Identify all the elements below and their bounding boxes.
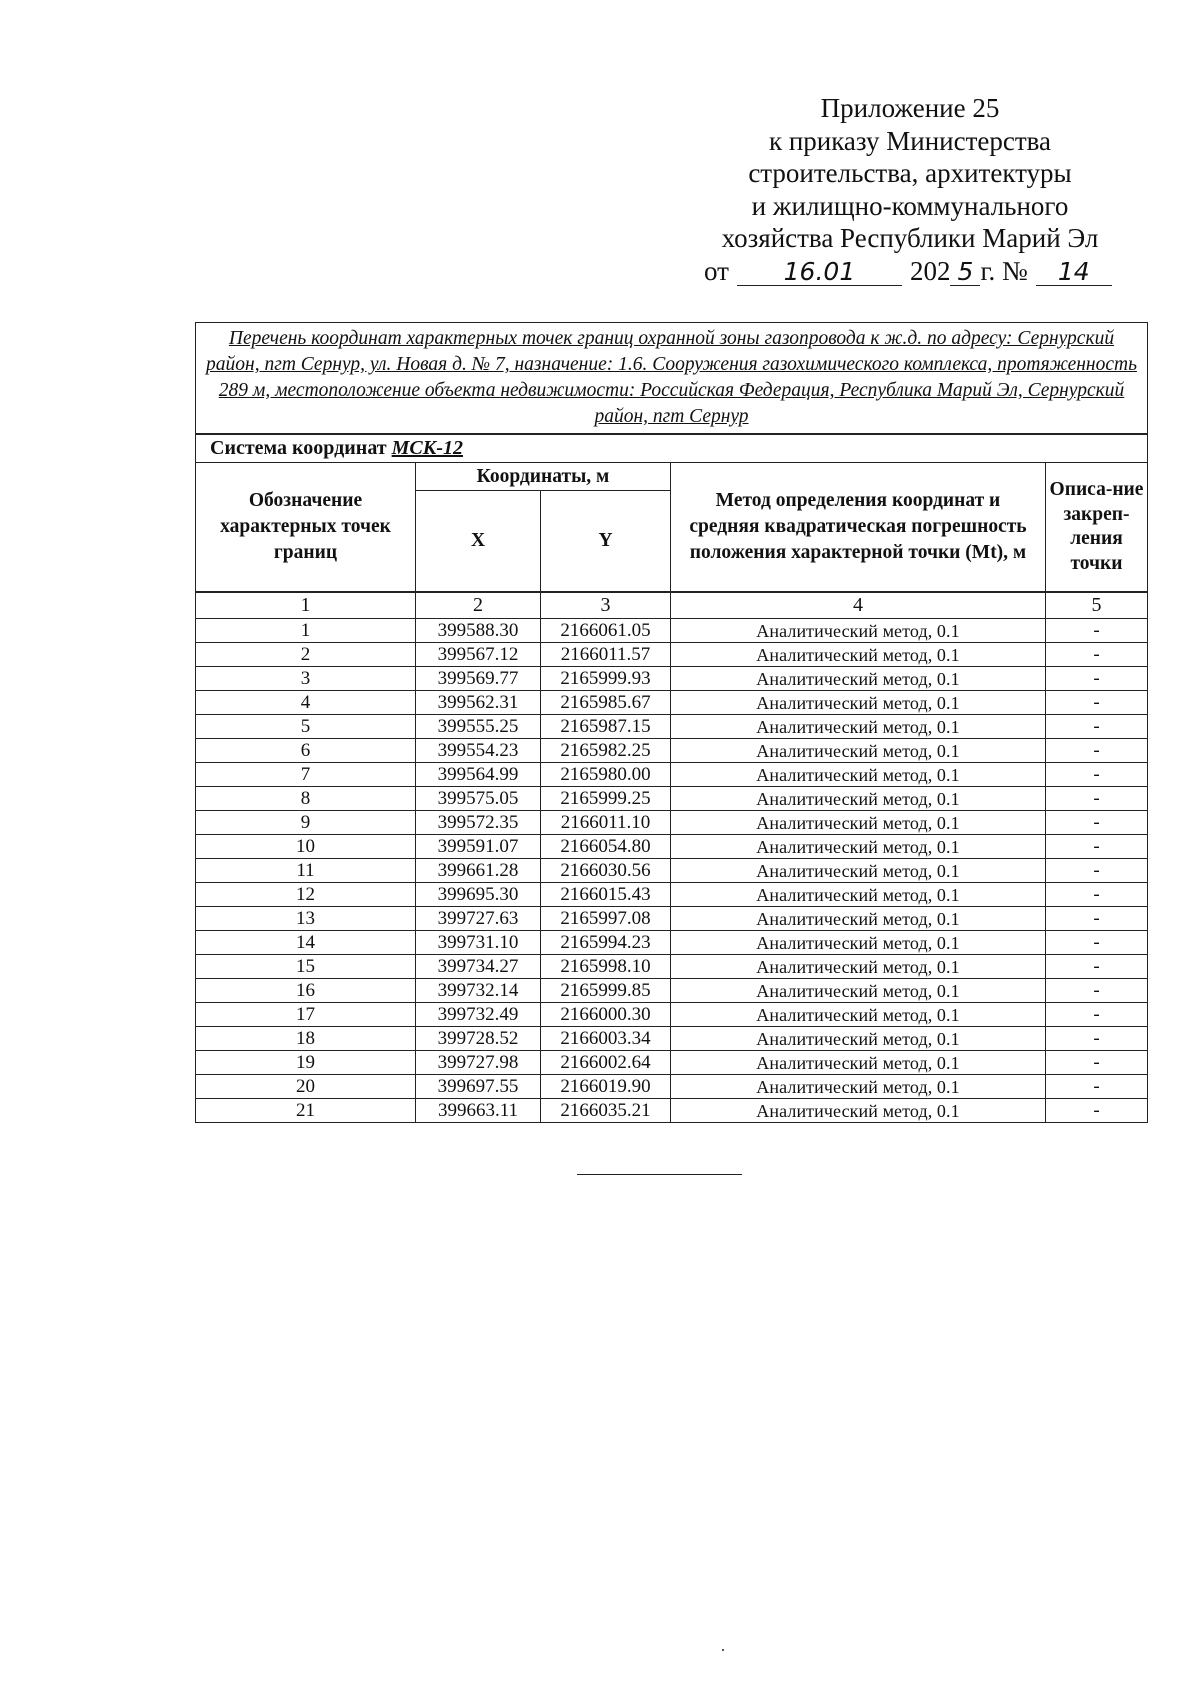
y-cell: 2165994.23 — [541, 931, 671, 955]
description-cell: - — [1046, 859, 1148, 883]
description-cell: - — [1046, 907, 1148, 931]
point-cell: 13 — [196, 907, 416, 931]
header-point-designation: Обозначение характерных точек границ — [196, 463, 416, 593]
method-cell: Аналитический метод, 0.1 — [671, 883, 1046, 907]
point-cell: 19 — [196, 1051, 416, 1075]
point-cell: 11 — [196, 859, 416, 883]
x-cell: 399555.25 — [416, 715, 541, 739]
x-cell: 399663.11 — [416, 1099, 541, 1123]
description-cell: - — [1046, 763, 1148, 787]
description-cell: - — [1046, 883, 1148, 907]
table-row — [196, 1051, 1148, 1075]
closing-rule — [577, 1174, 742, 1175]
table-row — [196, 955, 1148, 979]
x-cell: 399572.35 — [416, 811, 541, 835]
column-number-1: 1 — [196, 592, 416, 619]
table-row — [196, 811, 1148, 835]
method-cell: Аналитический метод, 0.1 — [671, 763, 1046, 787]
table-row — [196, 691, 1148, 715]
column-number-3: 3 — [541, 592, 671, 619]
method-cell: Аналитический метод, 0.1 — [671, 1051, 1046, 1075]
point-cell: 2 — [196, 643, 416, 667]
method-cell: Аналитический метод, 0.1 — [671, 787, 1046, 811]
order-date-number-line — [690, 255, 1130, 288]
description-cell: - — [1046, 811, 1148, 835]
x-cell: 399564.99 — [416, 763, 541, 787]
y-cell: 2165985.67 — [541, 691, 671, 715]
coordinate-system-row — [196, 434, 1148, 463]
ministry-line-1: строительства, архитектуры — [748, 158, 1072, 188]
x-cell: 399562.31 — [416, 691, 541, 715]
x-cell: 399697.55 — [416, 1075, 541, 1099]
y-cell: 2166035.21 — [541, 1099, 671, 1123]
table-row — [196, 931, 1148, 955]
table-row — [196, 715, 1148, 739]
y-cell: 2166011.10 — [541, 811, 671, 835]
appendix-header — [690, 92, 1130, 287]
method-cell: Аналитический метод, 0.1 — [671, 859, 1046, 883]
column-number-4: 4 — [671, 592, 1046, 619]
x-cell: 399727.63 — [416, 907, 541, 931]
ministry-line-3: хозяйства Республики Марий Эл — [721, 223, 1099, 253]
appendix-title: Приложение 25 — [820, 93, 1000, 123]
ministry-line-2: и жилищно-коммунального — [751, 190, 1069, 221]
point-cell: 10 — [196, 835, 416, 859]
y-cell: 2166015.43 — [541, 883, 671, 907]
description-cell: - — [1046, 1099, 1148, 1123]
x-cell: 399575.05 — [416, 787, 541, 811]
column-number-2: 2 — [416, 592, 541, 619]
y-cell: 2165987.15 — [541, 715, 671, 739]
method-cell: Аналитический метод, 0.1 — [671, 811, 1046, 835]
y-cell: 2166011.57 — [541, 643, 671, 667]
table-caption-row — [196, 323, 1148, 435]
point-cell: 6 — [196, 739, 416, 763]
y-cell: 2165999.25 — [541, 787, 671, 811]
method-cell: Аналитический метод, 0.1 — [671, 1003, 1046, 1027]
table-row — [196, 1075, 1148, 1099]
point-cell: 3 — [196, 667, 416, 691]
column-number-5: 5 — [1046, 592, 1148, 619]
x-cell: 399727.98 — [416, 1051, 541, 1075]
method-cell: Аналитический метод, 0.1 — [671, 907, 1046, 931]
x-cell: 399567.12 — [416, 643, 541, 667]
method-cell: Аналитический метод, 0.1 — [671, 739, 1046, 763]
point-cell: 18 — [196, 1027, 416, 1051]
table-row — [196, 643, 1148, 667]
point-cell: 5 — [196, 715, 416, 739]
y-cell: 2165980.00 — [541, 763, 671, 787]
description-cell: - — [1046, 979, 1148, 1003]
description-cell: - — [1046, 931, 1148, 955]
order-date-handwritten: 16.01 — [737, 259, 902, 286]
header-description: Описа-ние закреп-ления точки — [1046, 463, 1148, 593]
description-cell: - — [1046, 1003, 1148, 1027]
method-cell: Аналитический метод, 0.1 — [671, 835, 1046, 859]
y-cell: 2166061.05 — [541, 619, 671, 643]
point-cell: 14 — [196, 931, 416, 955]
description-cell: - — [1046, 667, 1148, 691]
header-coordinates: Координаты, м — [416, 463, 671, 491]
method-cell: Аналитический метод, 0.1 — [671, 979, 1046, 1003]
x-cell: 399734.27 — [416, 955, 541, 979]
x-cell: 399695.30 — [416, 883, 541, 907]
description-cell: - — [1046, 1075, 1148, 1099]
method-cell: Аналитический метод, 0.1 — [671, 1027, 1046, 1051]
x-cell: 399554.23 — [416, 739, 541, 763]
description-cell: - — [1046, 691, 1148, 715]
y-cell: 2166019.90 — [541, 1075, 671, 1099]
x-cell: 399728.52 — [416, 1027, 541, 1051]
order-year-handwritten: 5 — [950, 259, 980, 286]
point-cell: 17 — [196, 1003, 416, 1027]
description-cell: - — [1046, 1027, 1148, 1051]
x-cell: 399591.07 — [416, 835, 541, 859]
point-cell: 4 — [196, 691, 416, 715]
from-label: от — [704, 255, 729, 286]
table-row — [196, 619, 1148, 643]
method-cell: Аналитический метод, 0.1 — [671, 691, 1046, 715]
table-row — [196, 739, 1148, 763]
table-row — [196, 1003, 1148, 1027]
coordinate-system-label: Система координат — [210, 437, 387, 459]
table-row — [196, 787, 1148, 811]
year-suffix-number-label: г. № — [980, 255, 1028, 286]
point-cell: 16 — [196, 979, 416, 1003]
coordinate-system-value: МСК-12 — [391, 437, 463, 459]
x-cell: 399661.28 — [416, 859, 541, 883]
x-cell: 399569.77 — [416, 667, 541, 691]
description-cell: - — [1046, 619, 1148, 643]
y-cell: 2166000.30 — [541, 1003, 671, 1027]
point-cell: 21 — [196, 1099, 416, 1123]
table-row — [196, 1027, 1148, 1051]
table-row — [196, 979, 1148, 1003]
point-cell: 12 — [196, 883, 416, 907]
description-cell: - — [1046, 739, 1148, 763]
description-cell: - — [1046, 715, 1148, 739]
y-cell: 2166054.80 — [541, 835, 671, 859]
description-cell: - — [1046, 955, 1148, 979]
method-cell: Аналитический метод, 0.1 — [671, 1099, 1046, 1123]
table-row — [196, 667, 1148, 691]
order-number-handwritten: 14 — [1036, 259, 1112, 286]
table-caption: Перечень координат характерных точек границ охранной зоны газопровода к ж.д. по адресу: Сернурский район, пгт Сернур, ул. Новая д. № 7, назначение: 1.6. Сооружения газохимического комплекса, протяженность 289 м, местоположение объекта недвижимости: Российская Федерация, Республика Марий Эл, Сернурский район, пгт Сернур — [196, 323, 1148, 435]
method-cell: Аналитический метод, 0.1 — [671, 667, 1046, 691]
y-cell: 2165999.85 — [541, 979, 671, 1003]
header-y: Y — [541, 491, 671, 593]
table-row — [196, 859, 1148, 883]
description-cell: - — [1046, 835, 1148, 859]
order-reference-line: к приказу Министерства — [768, 125, 1052, 156]
description-cell: - — [1046, 787, 1148, 811]
y-cell: 2166003.34 — [541, 1027, 671, 1051]
method-cell: Аналитический метод, 0.1 — [671, 1075, 1046, 1099]
header-row-1 — [196, 463, 1148, 491]
coordinate-system — [196, 434, 1148, 463]
table-row — [196, 763, 1148, 787]
year-prefix: 202 — [909, 255, 951, 286]
method-cell: Аналитический метод, 0.1 — [671, 619, 1046, 643]
column-numbers-row — [196, 592, 1148, 619]
y-cell: 2166030.56 — [541, 859, 671, 883]
y-cell: 2165998.10 — [541, 955, 671, 979]
table-row — [196, 883, 1148, 907]
table-row — [196, 907, 1148, 931]
method-cell: Аналитический метод, 0.1 — [671, 931, 1046, 955]
scan-speck — [722, 1649, 724, 1651]
description-cell: - — [1046, 643, 1148, 667]
point-cell: 8 — [196, 787, 416, 811]
y-cell: 2165997.08 — [541, 907, 671, 931]
y-cell: 2165982.25 — [541, 739, 671, 763]
coordinates-table — [195, 322, 1148, 1123]
point-cell: 1 — [196, 619, 416, 643]
method-cell: Аналитический метод, 0.1 — [671, 715, 1046, 739]
x-cell: 399731.10 — [416, 931, 541, 955]
header-method: Метод определения координат и средняя квадратическая погрешность положения характерной точки (Mt), м — [671, 463, 1046, 593]
point-cell: 7 — [196, 763, 416, 787]
point-cell: 9 — [196, 811, 416, 835]
x-cell: 399732.49 — [416, 1003, 541, 1027]
y-cell: 2166002.64 — [541, 1051, 671, 1075]
x-cell: 399732.14 — [416, 979, 541, 1003]
point-cell: 15 — [196, 955, 416, 979]
description-cell: - — [1046, 1051, 1148, 1075]
point-cell: 20 — [196, 1075, 416, 1099]
y-cell: 2165999.93 — [541, 667, 671, 691]
method-cell: Аналитический метод, 0.1 — [671, 643, 1046, 667]
table-row — [196, 835, 1148, 859]
table-row — [196, 1099, 1148, 1123]
header-x: X — [416, 491, 541, 593]
x-cell: 399588.30 — [416, 619, 541, 643]
method-cell: Аналитический метод, 0.1 — [671, 955, 1046, 979]
